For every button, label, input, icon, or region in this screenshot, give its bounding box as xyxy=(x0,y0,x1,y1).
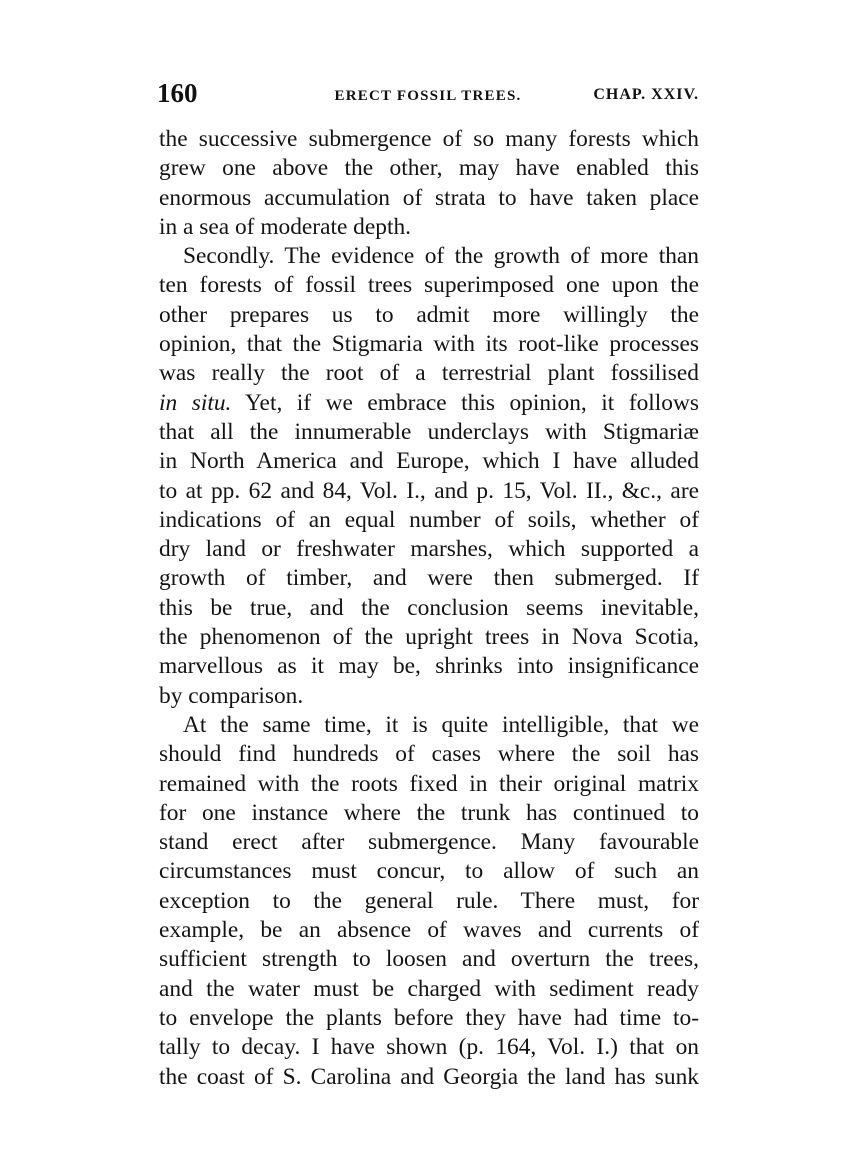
text-line: stand erect after submergence. Many favourable xyxy=(159,829,699,856)
text-line: to at pp. 62 and 84, Vol. I., and p. 15, Vol. II., &c., are xyxy=(159,477,699,504)
text-line: remained with the roots fixed in their original matrix xyxy=(159,770,699,797)
text-line: that all the innumerable underclays with Stigmariæ xyxy=(159,418,699,445)
text-line: tally to decay. I have shown (p. 164, Vol. I.) that on xyxy=(159,1034,699,1061)
text-line-with-italic xyxy=(159,389,699,418)
text-line: was really the root of a terrestrial plant fossilised xyxy=(159,360,699,387)
text-line: enormous accumulation of strata to have taken place xyxy=(159,184,699,211)
chapter-label: CHAP. XXIV. xyxy=(593,86,699,103)
text-line: exception to the general rule. There must, for xyxy=(159,887,699,914)
text-line: opinion, that the Stigmaria with its root-like processes xyxy=(159,331,699,358)
body-text xyxy=(159,125,699,1092)
text-line: in a sea of moderate depth. xyxy=(159,213,411,240)
text-line: indications of an equal number of soils, whether of xyxy=(159,506,699,533)
text-line: other prepares us to admit more willingly the xyxy=(159,301,699,328)
text-line: example, be an absence of waves and currents of xyxy=(159,917,699,944)
text-line: At the same time, it is quite intelligible, that we xyxy=(183,711,699,738)
text-line: for one instance where the trunk has continued to xyxy=(159,799,699,826)
text-line: dry land or freshwater marshes, which supported a xyxy=(159,536,699,563)
text-line: circumstances must concur, to allow of such an xyxy=(159,858,699,885)
text-line: the successive submergence of so many forests which xyxy=(159,126,699,152)
text-line: in North America and Europe, which I have alluded xyxy=(159,448,699,475)
text-line: the coast of S. Carolina and Georgia the land has sunk xyxy=(159,1063,699,1090)
text-line: ten forests of fossil trees superimposed one upon the xyxy=(159,272,699,299)
running-title: ERECT FOSSIL TREES. xyxy=(334,88,522,104)
italic-phrase: in situ. xyxy=(159,389,232,416)
text-line: to envelope the plants before they have had time to- xyxy=(159,1004,699,1031)
text-line: grew one above the other, may have enabled this xyxy=(159,155,699,182)
text-line: this be true, and the conclusion seems inevitable, xyxy=(159,594,699,621)
text-line: should find hundreds of cases where the soil has xyxy=(159,741,699,768)
text-line: by comparison. xyxy=(159,682,304,709)
text-line: sufficient strength to loosen and overturn the trees, xyxy=(159,946,699,973)
text-line: growth of timber, and were then submerged. If xyxy=(159,565,699,592)
text-line: the phenomenon of the upright trees in Nova Scotia, xyxy=(159,624,699,651)
text-line: marvellous as it may be, shrinks into insignificance xyxy=(159,653,699,680)
page-header xyxy=(157,78,699,114)
text-line: and the water must be charged with sediment ready xyxy=(159,975,699,1002)
line-remainder: Yet, if we embrace this opinion, it follows xyxy=(231,389,699,416)
page-number: 160 xyxy=(157,78,198,108)
text-line: Secondly. The evidence of the growth of more than xyxy=(183,243,699,270)
